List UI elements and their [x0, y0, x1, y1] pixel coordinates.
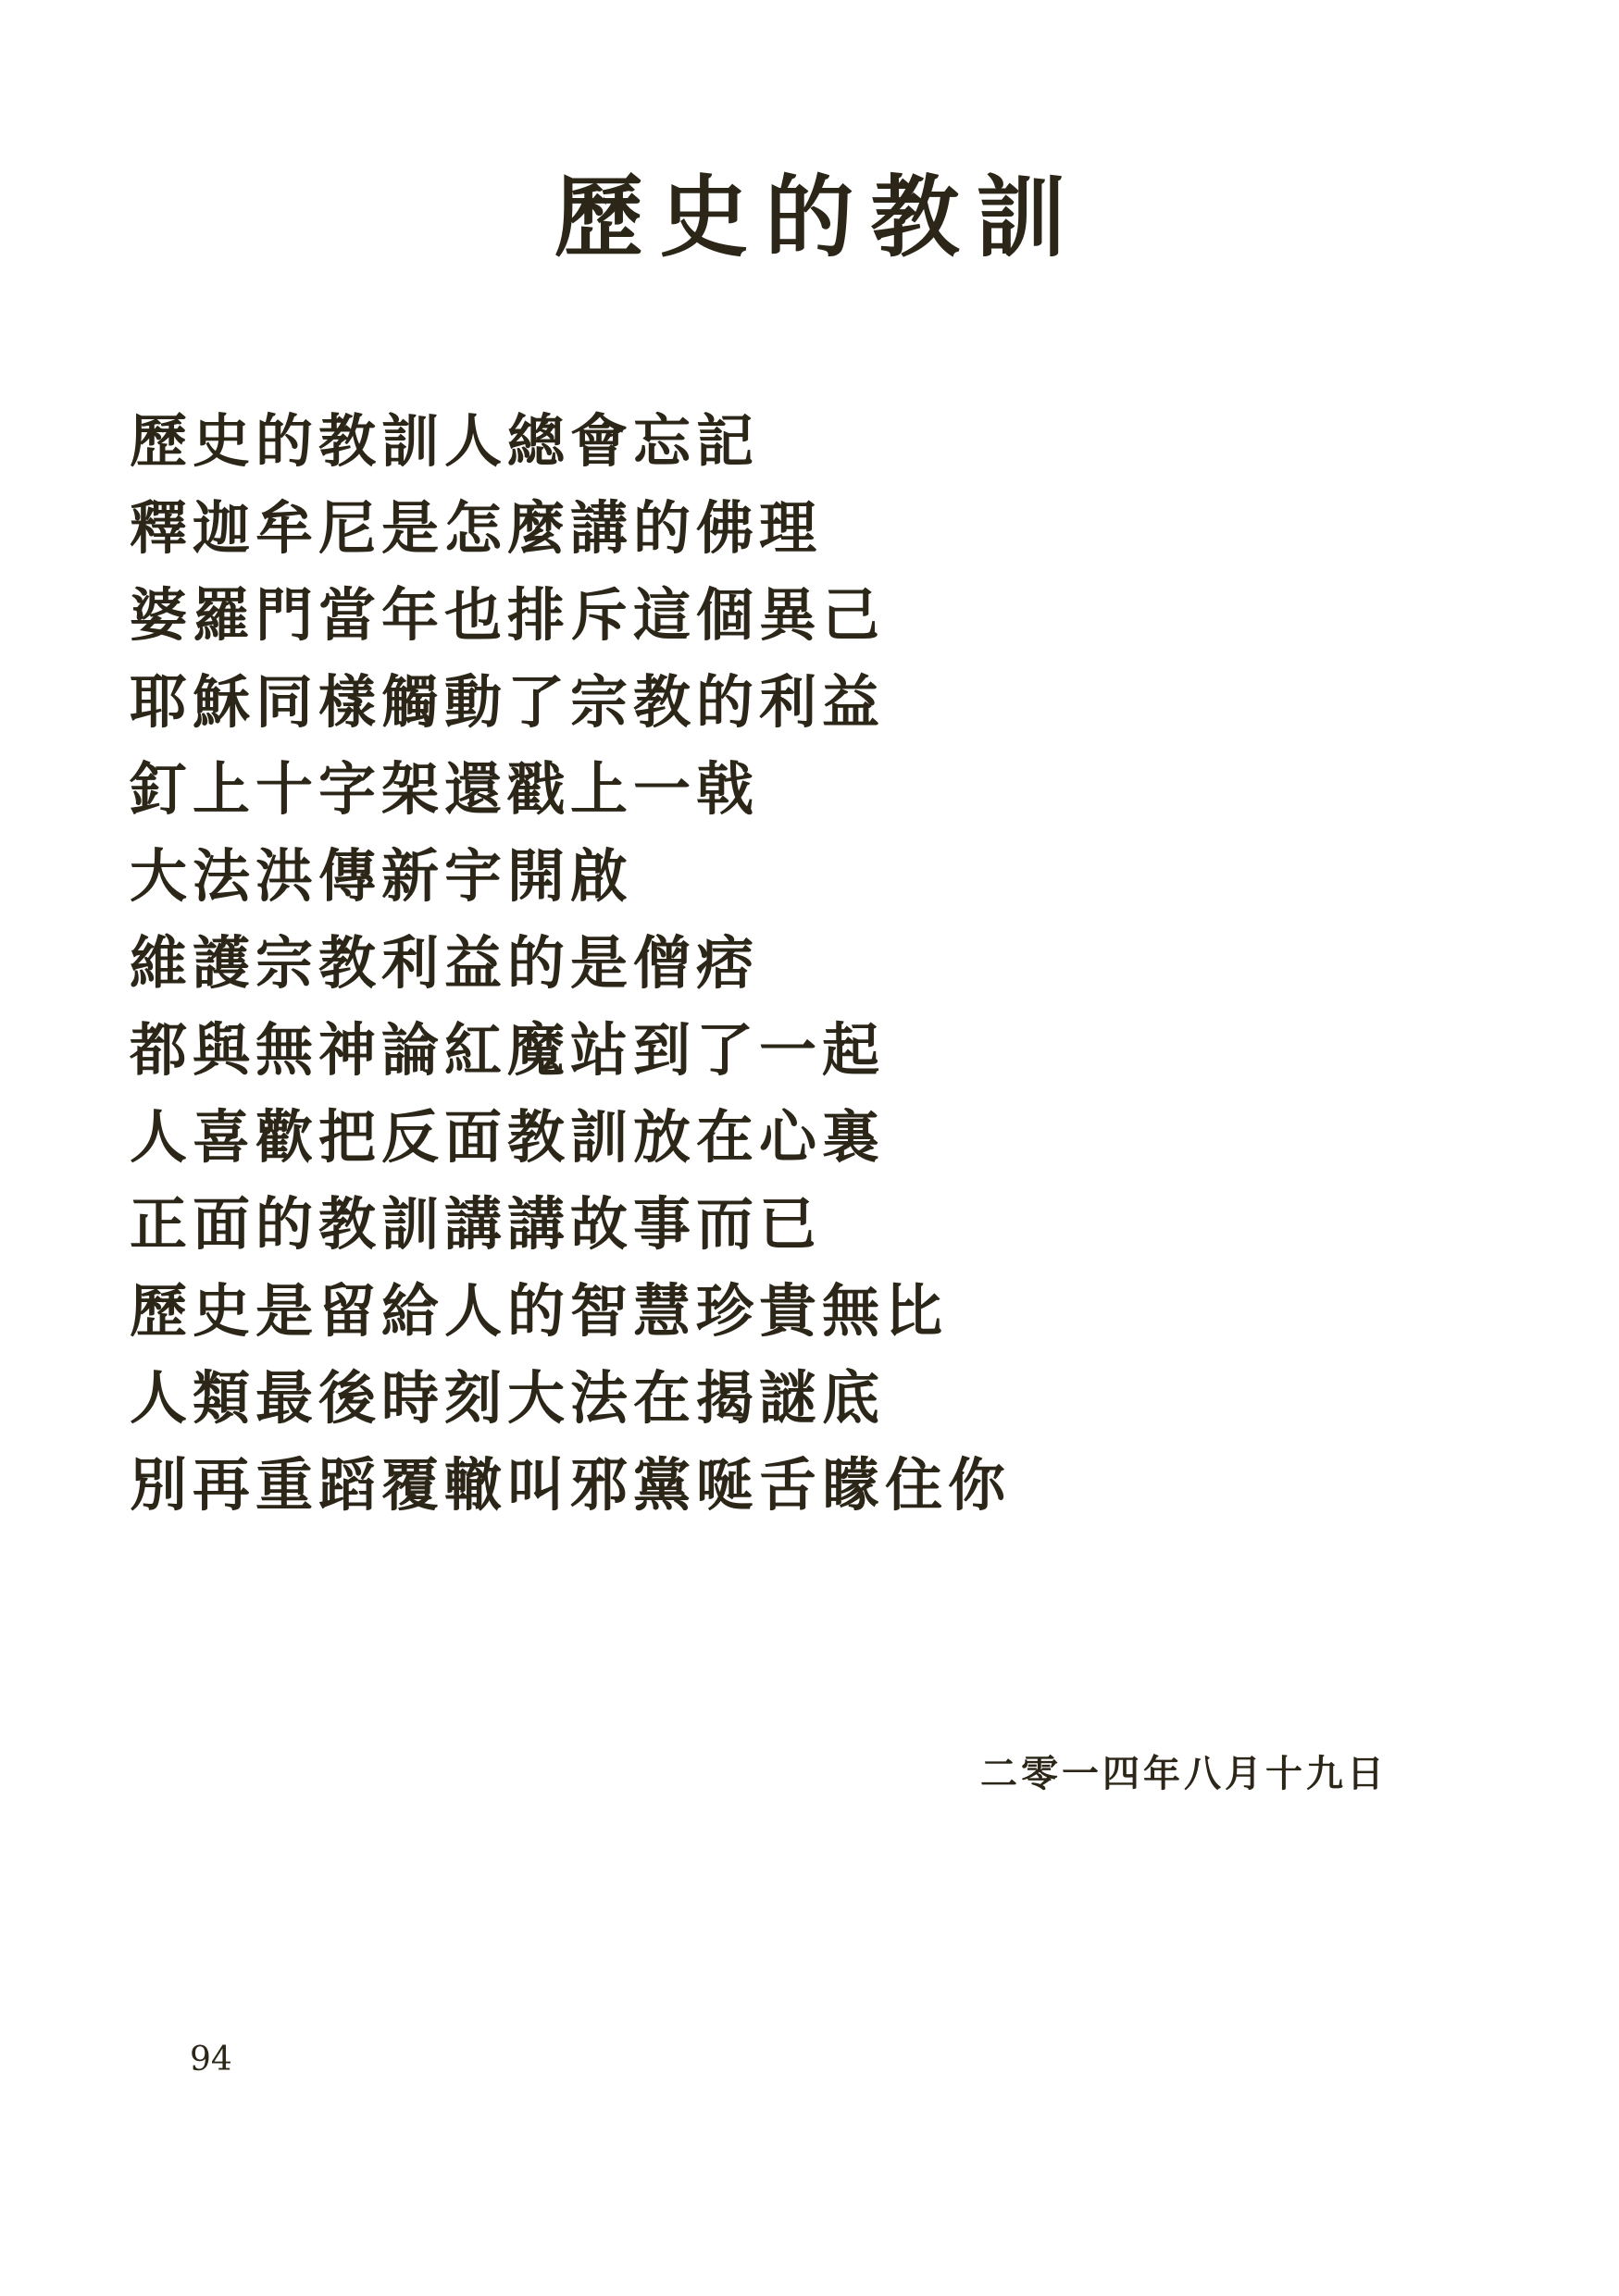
poem-line: 釋迦牟尼是怎麼講的佛理	[130, 494, 823, 562]
poem-line: 維護宗教利益的是僧痞	[130, 929, 760, 997]
poem-line: 釘上十字架還戳上一戟	[130, 755, 760, 823]
poem-line: 大法洪傳新宇開啟	[130, 842, 634, 910]
poem-line: 歷史是留給人的智慧珍貴無比	[130, 1277, 949, 1345]
poem-line: 人類最後時刻大法在揭謎底	[130, 1364, 886, 1432]
poem-line: 正面的教訓講講故事而已	[130, 1190, 823, 1258]
poem-line: 婆羅門當年也排斥這個異己	[130, 581, 886, 649]
poem-date: 二零一四年八月十九日	[980, 1752, 1388, 1795]
poem-line: 人喜歡把反面教訓放在心裏	[130, 1103, 886, 1171]
poem-line: 別再重蹈覆轍叫邪黨唌舌矇住你	[130, 1451, 1012, 1519]
page-title: 歷史的教訓	[554, 165, 1082, 269]
page-number: 94	[190, 2041, 232, 2079]
poem-line: 歷史的教訓人總會忘記	[130, 407, 760, 475]
poem-body	[130, 398, 1500, 1529]
poem-line: 耶穌同樣觸動了宗教的利益	[130, 668, 886, 736]
poem-line: 都與無神論紅魔站到了一起	[130, 1016, 886, 1084]
